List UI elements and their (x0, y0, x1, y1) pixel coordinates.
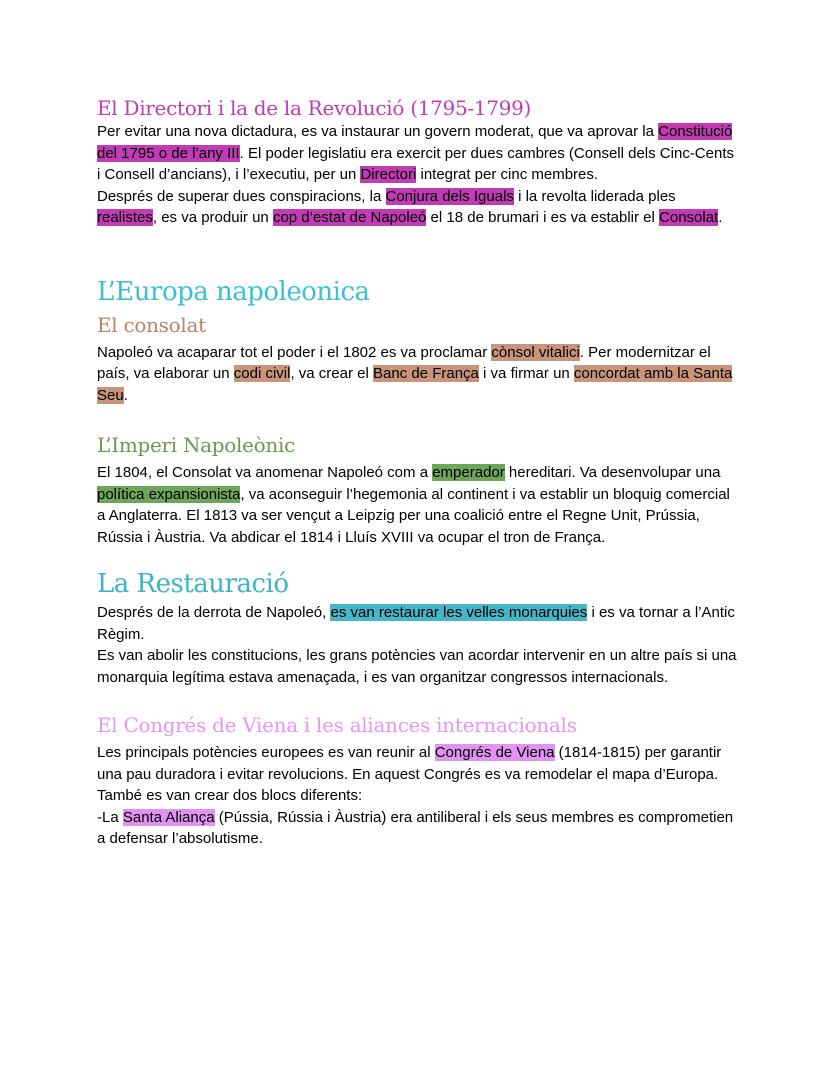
highlight-consol-vitalici: cònsol vitalici (491, 343, 580, 361)
paragraph-consolat (97, 342, 737, 407)
text-run: , es va produir un (152, 209, 273, 226)
highlight-consolat: Consolat (659, 209, 719, 226)
highlight-directori: Directori (360, 166, 417, 183)
section-title-imperi: L’Imperi Napoleònic (97, 433, 295, 457)
highlight-concordat: concordat amb la Santa Seu (97, 365, 733, 404)
heading-europa-napoleonica: L’Europa napoleonica (97, 276, 370, 307)
paragraph-congres-1 (97, 742, 737, 807)
text-run: i es va tornar a l’Antic Règim. (97, 604, 735, 643)
text-run: (Pússia, Rússia i Àustria) era antiliberal i els seus membres es comprometien a defensar l’absolutisme. (97, 808, 734, 847)
highlight-conjura: Conjura dels Iguals (385, 187, 514, 205)
text-run: (1814-1815) per garantir una pau duradora i evitar revolucions. En aquest Congrés es va remodelar el mapa d’Europa. També es van crear dos blocs diferents: (97, 744, 722, 804)
section-title-congres: El Congrés de Viena i les aliances internacionals (97, 713, 577, 737)
text-run: Napoleó va acaparar tot el poder i el 1802 es va proclamar (97, 343, 492, 361)
text-run: i la revolta liderada ples (513, 187, 676, 205)
text-run: Les principals potències europees es van reunir al (97, 744, 435, 761)
highlight-codi-civil: codi civil (233, 365, 291, 382)
highlight-velles-monarquies: es van restaurar les velles monarquies (330, 604, 588, 621)
text-run: integrat per cinc membres. (416, 166, 599, 183)
paragraph-directori-2 (97, 186, 737, 229)
text-run: el 18 de brumari i es va establir el (426, 209, 660, 226)
paragraph-directori-1 (97, 121, 737, 186)
section-title-consolat: El consolat (97, 312, 206, 337)
paragraph-restauracio-2: Es van abolir les constitucions, les grans potències van acordar intervenir en un altre país si una monarquia legítima estava amenaçada, i es van organitzar congressos internacionals. (97, 647, 737, 686)
text-run: . Per modernitzar el país, va elaborar un (97, 343, 711, 382)
heading-restauracio: La Restauració (97, 569, 289, 599)
text-run: Després de la derrota de Napoleó, (97, 604, 331, 621)
highlight-politica-expansionista: política expansionista (97, 485, 241, 503)
highlight-cop-estat: cop d’estat de Napoleó (272, 209, 427, 226)
document-page (97, 95, 737, 850)
highlight-realistes: realistes (97, 209, 153, 226)
text-run: i va firmar un (478, 365, 574, 382)
text-run: , va crear el (290, 365, 373, 382)
text-run: El 1804, el Consolat va anomenar Napoleó com a (97, 464, 433, 481)
highlight-congres-viena: Congrés de Viena (434, 744, 555, 761)
text-run: . (718, 209, 723, 226)
highlight-banc-franca: Banc de França (372, 365, 479, 382)
text-run: -La (97, 808, 123, 826)
text-run: . El poder legislatiu era exercit per dues cambres (Consell dels Cinc-Cents i Consell d’ancians), i l’executiu, per un (97, 144, 734, 183)
text-run: Després de superar dues conspiracions, la (97, 187, 386, 205)
text-run: . (123, 386, 128, 404)
text-run: , va aconseguir l’hegemonia al continent i va establir un bloquig comercial a Anglaterra. El 1813 va ser vençut a Leipzig per una coalició entre el Regne Unit, Prússia, Rússia i Àustria. Va abdicar el 1814 i Lluís XVIII va ocupar el tron de França. (97, 485, 730, 546)
highlight-santa-alianca: Santa Aliança (122, 808, 215, 826)
paragraph-congres-2 (97, 807, 737, 850)
text-run: Per evitar una nova dictadura, es va instaurar un govern moderat, que va aprovar la (97, 123, 659, 140)
paragraph-imperi (97, 462, 737, 548)
paragraph-restauracio-1 (97, 602, 737, 645)
highlight-constitucio: Constitució del 1795 o de l’any III (97, 123, 733, 162)
highlight-emperador: emperador (432, 464, 505, 481)
text-run: hereditari. Va desenvolupar una (504, 464, 721, 481)
section-title-directori: El Directori i la de la Revolució (1795-1799) (97, 96, 532, 120)
